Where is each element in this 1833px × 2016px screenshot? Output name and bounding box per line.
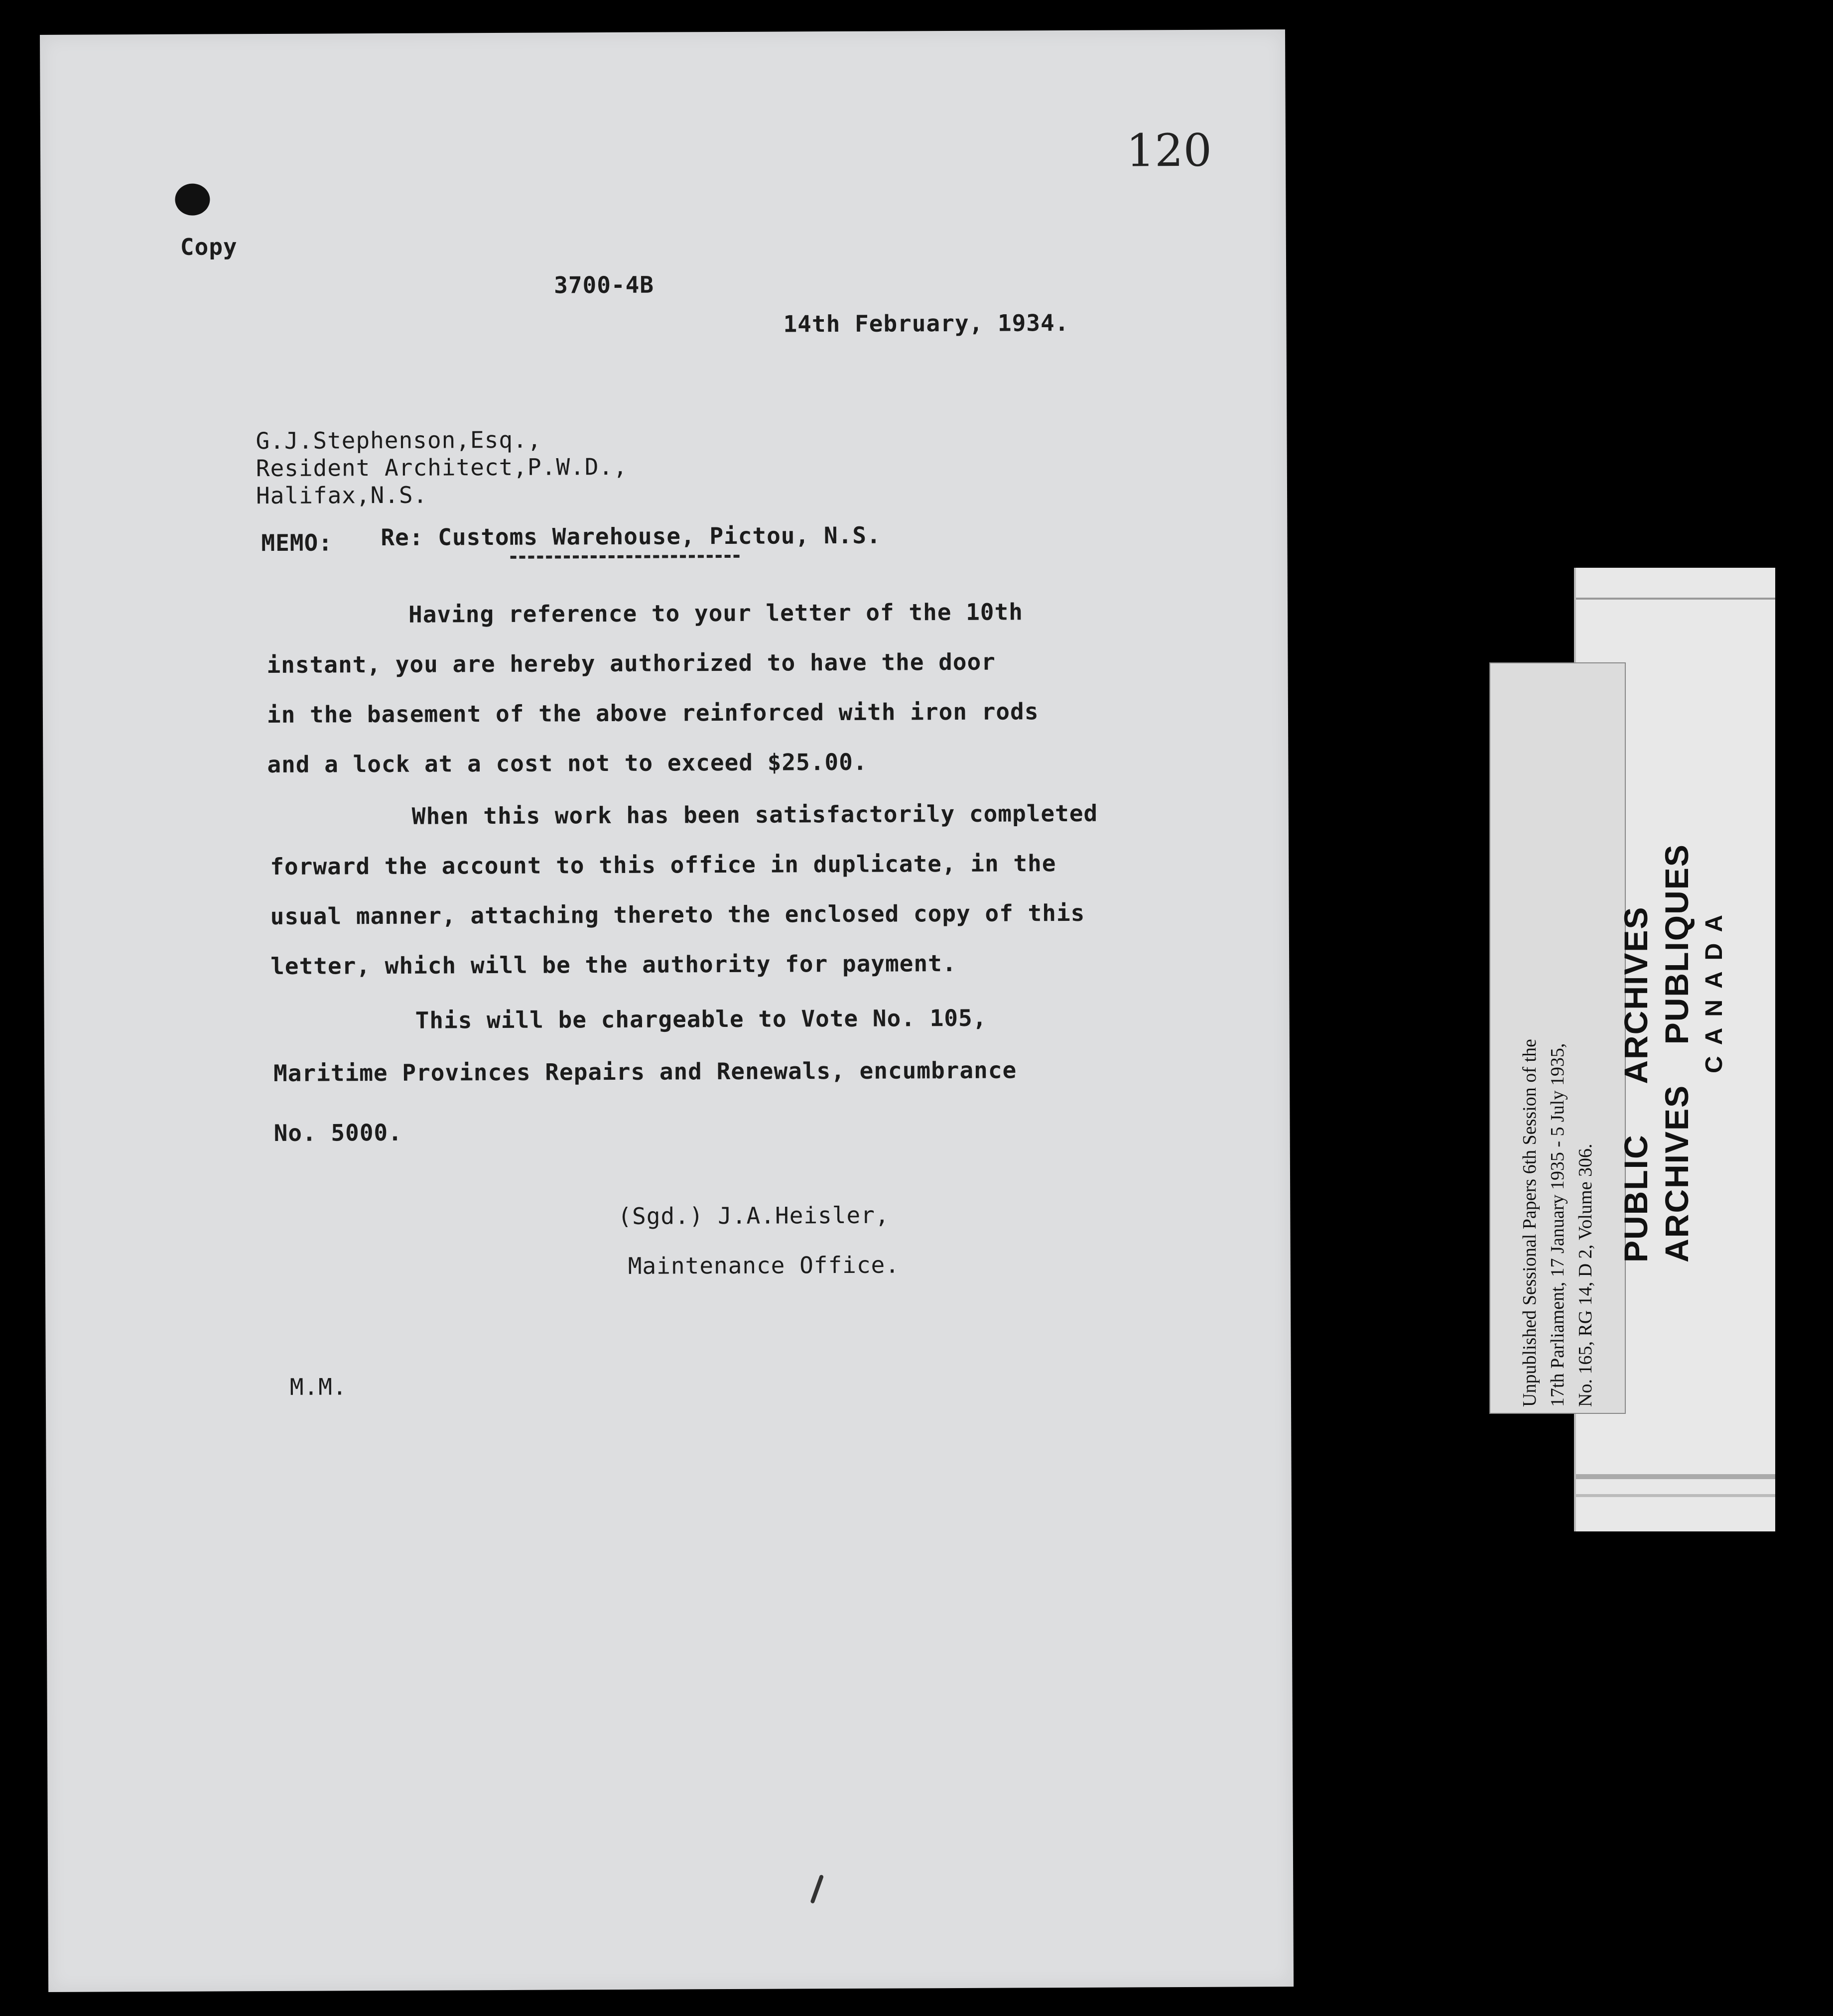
addressee-line-1: G.J.Stephenson,Esq.,: [256, 426, 542, 455]
archive-label-line-3: No. 165, RG 14, D 2, Volume 306.: [1575, 1143, 1596, 1407]
subject-underline: [511, 555, 740, 559]
stamp-canada: CANADA: [1701, 904, 1727, 1073]
file-number: 3700-4B: [554, 271, 655, 299]
ink-blot: [175, 184, 210, 216]
archive-reference-label: [1489, 662, 1626, 1414]
memo-label: MEMO:: [261, 529, 333, 557]
stamp-archives-en: ARCHIVES: [1617, 906, 1654, 1084]
archive-label-line-2: 17th Parliament, 17 January 1935 - 5 July 1935,: [1547, 1043, 1568, 1407]
archive-label-line-1: Unpublished Sessional Papers 6th Session of the: [1519, 1038, 1540, 1407]
body-line-1: Having reference to your letter of the 10th: [408, 598, 1024, 628]
stamp-publiques: PUBLIQUES: [1658, 844, 1695, 1045]
signature-title: Maintenance Office.: [628, 1251, 900, 1279]
memo-subject: Re: Customs Warehouse, Pictou, N.S.: [381, 521, 881, 551]
document-page: [40, 29, 1294, 1992]
copy-label: Copy: [180, 233, 238, 260]
addressee-line-2: Resident Architect,P.W.D.,: [256, 453, 628, 482]
stamp-public: PUBLIC: [1617, 1134, 1654, 1262]
letter-date: 14th February, 1934.: [783, 309, 1069, 338]
body-line-11: No. 5000.: [273, 1119, 402, 1146]
pencil-mark: [810, 1875, 824, 1904]
archives-stamp: [1615, 740, 1732, 1262]
addressee-line-3: Halifax,N.S.: [256, 481, 428, 509]
body-line-10: Maritime Provinces Repairs and Renewals, encumbrance: [273, 1056, 1017, 1087]
stamp-archives-fr: ARCHIVES: [1658, 1084, 1695, 1262]
body-line-5: When this work has been satisfactorily completed: [411, 799, 1098, 830]
body-line-9: This will be chargeable to Vote No. 105,: [415, 1004, 987, 1034]
body-line-3: in the basement of the above reinforced with iron rods: [266, 698, 1039, 729]
body-line-2: instant, you are hereby authorized to have the door: [266, 648, 996, 679]
body-line-7: usual manner, attaching thereto the enclosed copy of this: [270, 899, 1085, 930]
page-number: 120: [1126, 124, 1212, 177]
signature: (Sgd.) J.A.Heisler,: [618, 1201, 890, 1230]
typist-initials: M.M.: [289, 1373, 347, 1400]
body-line-6: forward the account to this office in duplicate, in the: [270, 850, 1056, 880]
body-line-8: letter, which will be the authority for payment.: [270, 949, 957, 980]
body-line-4: and a lock at a cost not to exceed $25.00.: [267, 748, 868, 778]
